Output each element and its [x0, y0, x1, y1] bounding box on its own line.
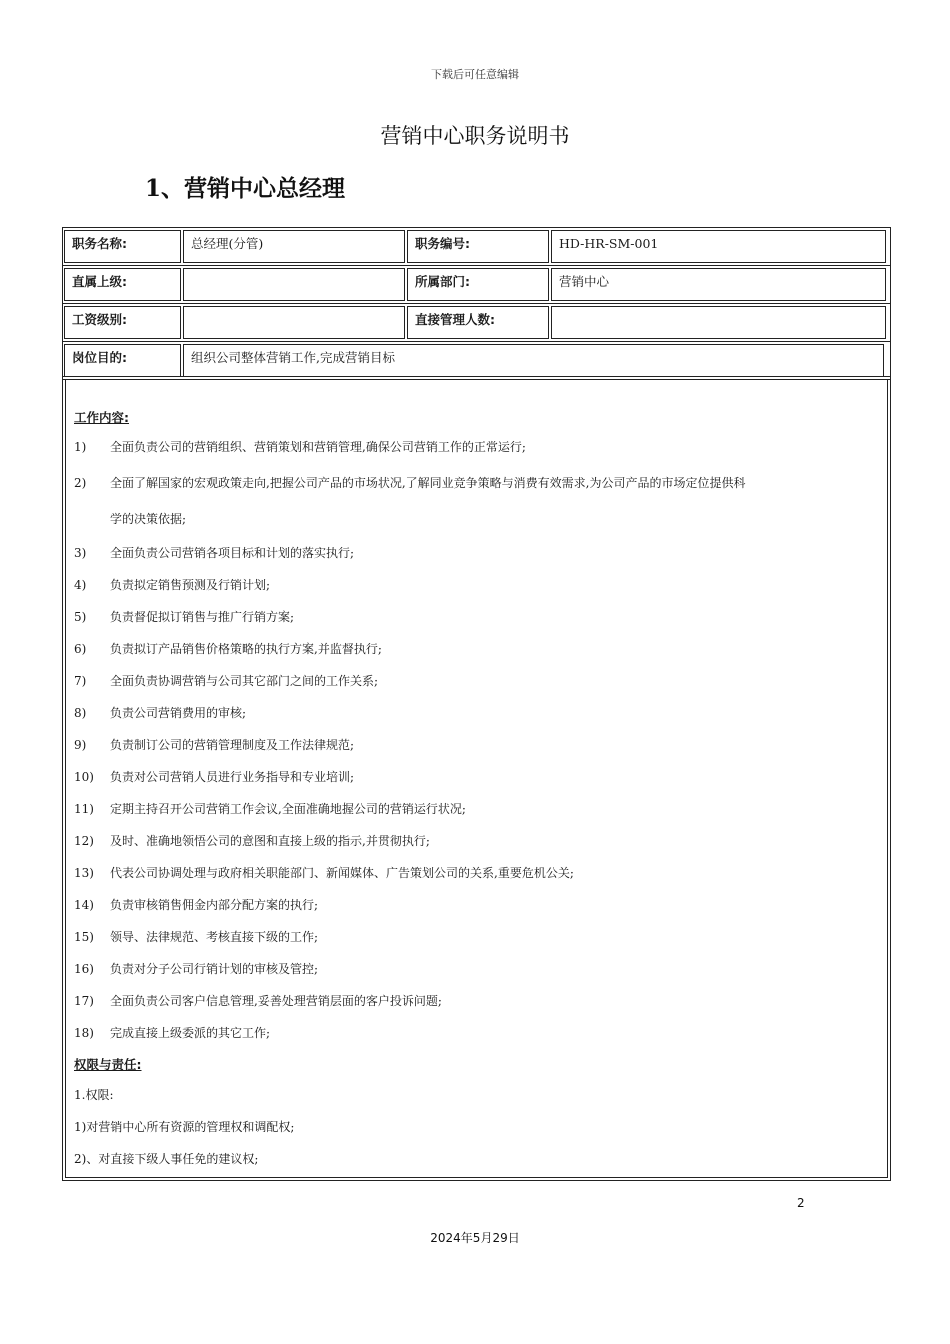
list-item-number: 9): [74, 738, 87, 752]
list-item: [74, 962, 879, 976]
table-row: [63, 342, 890, 379]
list-item-continuation: 学的决策依据;: [110, 512, 187, 526]
list-item: [74, 674, 879, 688]
list-item-number: 18): [74, 1026, 94, 1040]
authority-heading: 权限与责任:: [74, 1057, 142, 1072]
list-item-number: 11): [74, 802, 94, 816]
authority-sub-heading: 1.权限:: [74, 1088, 114, 1102]
list-item: [74, 930, 879, 944]
list-item: [74, 476, 879, 526]
list-item-text: 全面了解国家的宏观政策走向,把握公司产品的市场状况,了解同业竞争策略与消费有效需求,为公司产品的市场定位提供科: [110, 476, 746, 490]
list-item-text: 全面负责公司的营销组织、营销策划和营销管理,确保公司营销工作的正常运行;: [110, 440, 526, 454]
list-item: [74, 440, 879, 454]
salary-value: [183, 306, 405, 339]
direct-reports-label: 直接管理人数:: [407, 306, 549, 339]
footer-date: 2024年5月29日: [430, 1231, 520, 1245]
list-item-text: 负责对分子公司行销计划的审核及管控;: [110, 962, 319, 976]
list-item-number: 4): [74, 578, 87, 592]
list-item: [74, 546, 879, 560]
table-row: [63, 304, 890, 342]
list-item-number: 1): [74, 440, 87, 454]
list-item-number: 8): [74, 706, 87, 720]
purpose-value: 组织公司整体营销工作,完成营销目标: [183, 344, 884, 377]
list-item: [74, 898, 879, 912]
list-item-text: 定期主持召开公司营销工作会议,全面准确地握公司的营销运行状况;: [110, 802, 466, 816]
section-title: 1、营销中心总经理: [145, 175, 346, 202]
page-number: 2: [797, 1196, 805, 1210]
list-item: [74, 610, 879, 624]
superior-value: [183, 268, 405, 301]
list-item: [74, 738, 879, 752]
list-item: [74, 994, 879, 1008]
list-item-number: 15): [74, 930, 94, 944]
list-item-text: 负责督促拟订销售与推广行销方案;: [110, 610, 295, 624]
list-item-text: 代表公司协调处理与政府相关职能部门、新闻媒体、广告策划公司的关系,重要危机公关;: [110, 866, 574, 880]
job-name-label: 职务名称:: [64, 230, 181, 263]
job-code-label: 职务编号:: [407, 230, 549, 263]
list-item-number: 10): [74, 770, 94, 784]
list-item-text: 负责制订公司的营销管理制度及工作法律规范;: [110, 738, 355, 752]
header-note: 下载后可任意编辑: [431, 68, 519, 81]
job-info-table: [62, 227, 891, 380]
list-item-number: 6): [74, 642, 87, 656]
direct-reports-value: [551, 306, 886, 339]
salary-label: 工资级别:: [64, 306, 181, 339]
list-item-text: 负责审核销售佣金内部分配方案的执行;: [110, 898, 319, 912]
list-item-number: 16): [74, 962, 94, 976]
list-item: [74, 578, 879, 592]
list-item-text: 全面负责协调营销与公司其它部门之间的工作关系;: [110, 674, 379, 688]
list-item-text: 全面负责公司客户信息管理,妥善处理营销层面的客户投诉问题;: [110, 994, 442, 1008]
list-item-text: 负责拟定销售预测及行销计划;: [110, 578, 271, 592]
list-item-text: 负责公司营销费用的审核;: [110, 706, 247, 720]
table-row: [63, 266, 890, 304]
job-code-value: HD-HR-SM-001: [551, 230, 886, 263]
list-item: [74, 706, 879, 720]
document-title: 营销中心职务说明书: [380, 124, 570, 148]
authority-line: 1)对营销中心所有资源的管理权和调配权;: [74, 1120, 295, 1134]
list-item: [74, 802, 879, 816]
list-item: [74, 642, 879, 656]
job-description-box: [62, 376, 891, 1181]
list-item-number: 17): [74, 994, 94, 1008]
list-item-text: 完成直接上级委派的其它工作;: [110, 1026, 271, 1040]
table-row: [63, 228, 890, 266]
list-item-number: 14): [74, 898, 94, 912]
list-item-number: 13): [74, 866, 94, 880]
list-item: [74, 1026, 879, 1040]
purpose-label: 岗位目的:: [64, 344, 181, 377]
list-item: [74, 770, 879, 784]
list-item: [74, 866, 879, 880]
list-item-text: 领导、法律规范、考核直接下级的工作;: [110, 930, 319, 944]
work-content-heading: 工作内容:: [74, 410, 129, 425]
list-item-number: 7): [74, 674, 87, 688]
authority-line: 2)、对直接下级人事任免的建议权;: [74, 1152, 259, 1166]
list-item-number: 2): [74, 476, 87, 490]
list-item-number: 12): [74, 834, 94, 848]
list-item: [74, 834, 879, 848]
department-label: 所属部门:: [407, 268, 549, 301]
superior-label: 直属上级:: [64, 268, 181, 301]
list-item-number: 3): [74, 546, 87, 560]
department-value: 营销中心: [551, 268, 886, 301]
list-item-text: 全面负责公司营销各项目标和计划的落实执行;: [110, 546, 355, 560]
list-item-text: 负责对公司营销人员进行业务指导和专业培训;: [110, 770, 355, 784]
job-description-inner: [65, 379, 888, 1178]
job-name-value: 总经理(分管): [183, 230, 405, 263]
list-item-number: 5): [74, 610, 87, 624]
list-item-text: 负责拟订产品销售价格策略的执行方案,并监督执行;: [110, 642, 382, 656]
list-item-text: 及时、准确地领悟公司的意图和直接上级的指示,并贯彻执行;: [110, 834, 430, 848]
